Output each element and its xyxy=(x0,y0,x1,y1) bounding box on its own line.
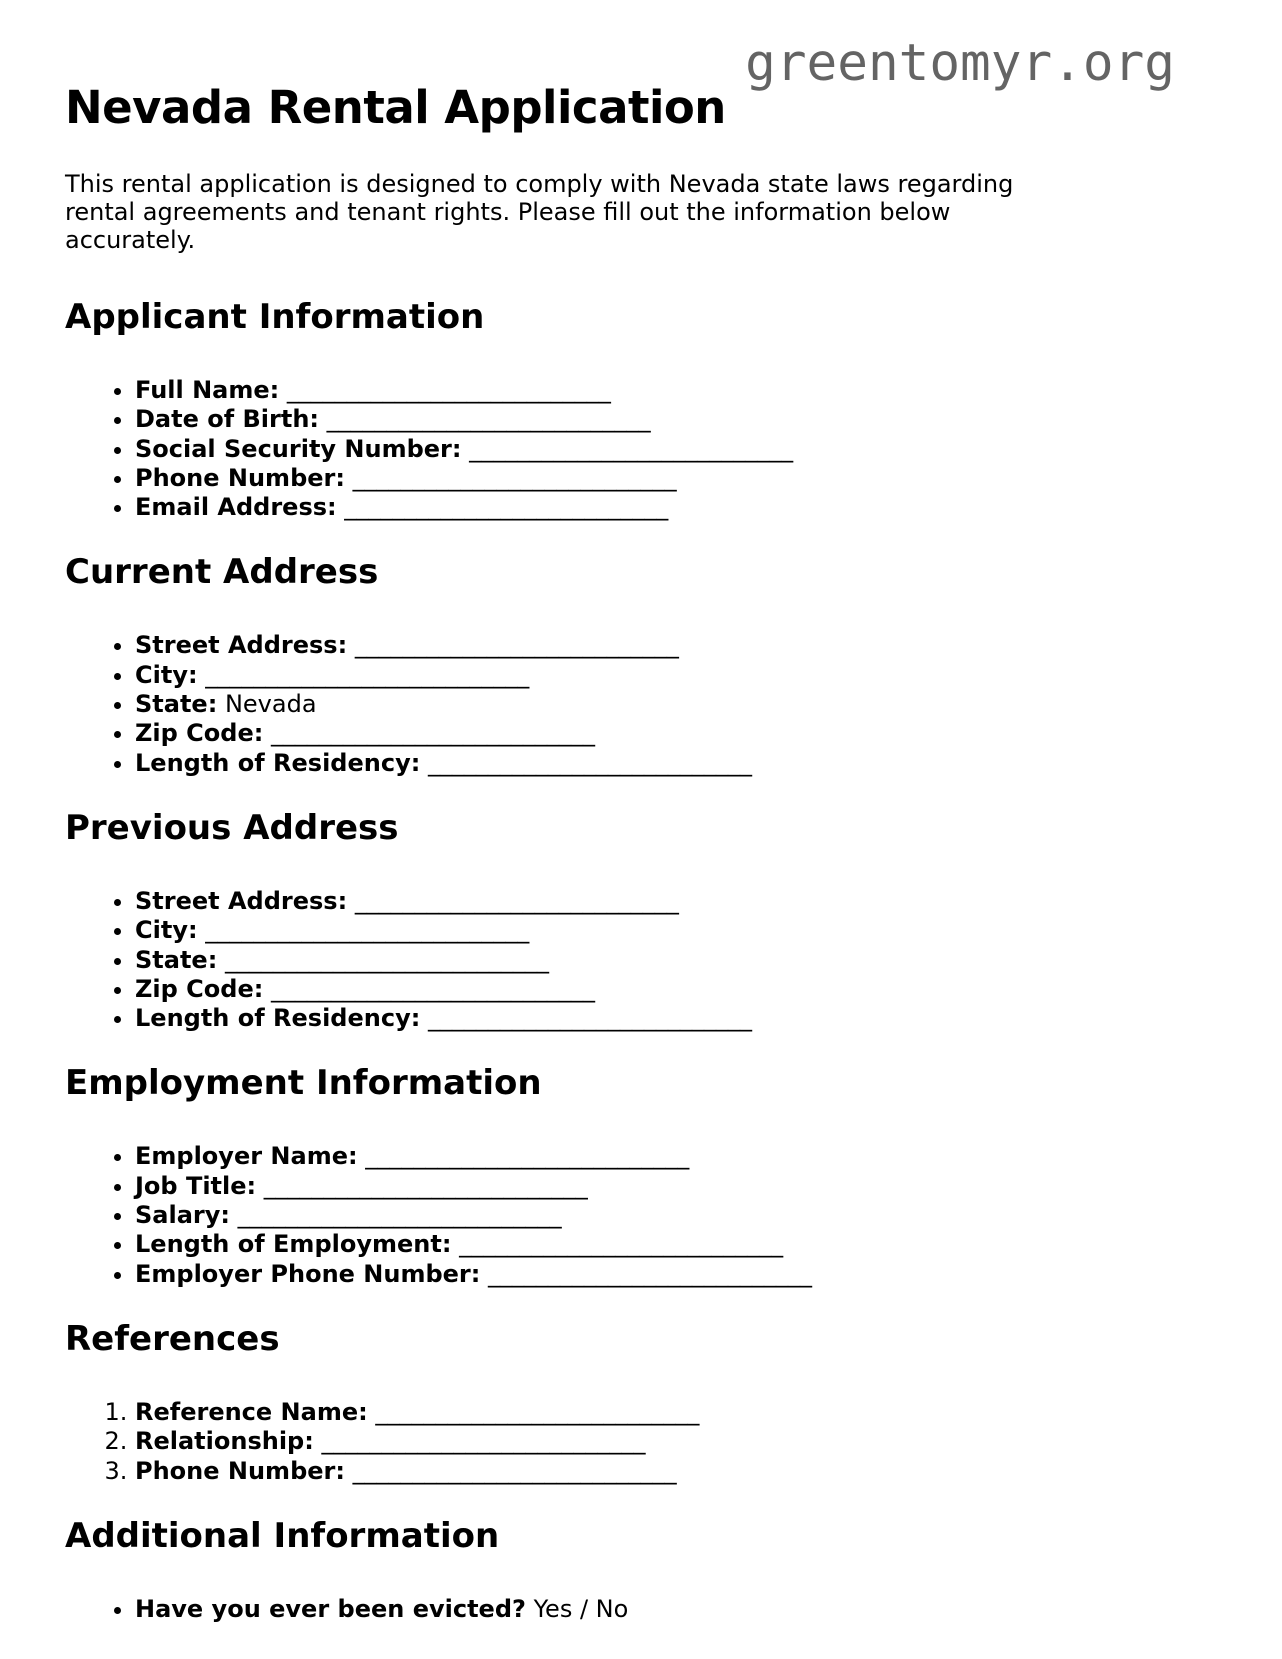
field-label: Length of Residency: xyxy=(135,1004,421,1033)
applicant-field-list xyxy=(65,376,1217,522)
fill-in-line: ___________________________ xyxy=(224,945,549,974)
field-phone-number xyxy=(135,1457,1217,1486)
section-applicant-information xyxy=(65,298,1217,522)
field-street-address xyxy=(135,887,1217,916)
fill-in-line: ___________________________ xyxy=(237,1201,562,1230)
fill-in-line: ___________________________ xyxy=(270,974,595,1003)
field-value-state: Nevada xyxy=(224,690,317,719)
section-title-additional-information: Additional Information xyxy=(65,1515,500,1556)
section-previous-address xyxy=(65,809,1217,1033)
field-label: Job Title: xyxy=(135,1171,257,1200)
field-label: Zip Code: xyxy=(135,974,264,1003)
field-job-title xyxy=(135,1172,1217,1201)
field-label: Employer Phone Number: xyxy=(135,1259,481,1288)
field-email-address xyxy=(135,493,1217,522)
intro-paragraph: This rental application is designed to comply with Nevada state laws regarding rental agreements and tenant rights. Please fill out the information below accurately. xyxy=(65,170,1014,254)
field-label: Relationship: xyxy=(135,1427,314,1456)
field-label: Reference Name: xyxy=(135,1397,368,1426)
field-date-of-birth xyxy=(135,405,1217,434)
field-label: Full Name: xyxy=(135,376,280,404)
field-zip-code xyxy=(135,975,1217,1004)
field-label: Street Address: xyxy=(135,886,348,915)
field-relationship xyxy=(135,1427,1217,1456)
previous-address-field-list xyxy=(65,887,1217,1033)
section-references xyxy=(65,1320,1217,1486)
field-state xyxy=(135,690,1217,719)
fill-in-line: ___________________________ xyxy=(352,463,677,492)
fill-in-line: ___________________________ xyxy=(459,1230,784,1259)
field-employer-phone-number xyxy=(135,1260,1217,1289)
fill-in-line: ___________________________ xyxy=(321,1427,646,1456)
field-label: Length of Residency: xyxy=(135,748,421,777)
field-label: State: xyxy=(135,945,218,974)
field-zip-code xyxy=(135,719,1217,748)
field-phone-number xyxy=(135,464,1217,493)
current-address-field-list xyxy=(65,631,1217,777)
field-salary xyxy=(135,1201,1217,1230)
field-label: Social Security Number: xyxy=(135,434,462,463)
field-state xyxy=(135,946,1217,975)
field-street-address xyxy=(135,631,1217,660)
field-city xyxy=(135,661,1217,690)
field-employer-name xyxy=(135,1142,1217,1171)
field-value-yes-no: Yes / No xyxy=(533,1594,629,1623)
field-label: Length of Employment: xyxy=(135,1230,452,1259)
field-label: Zip Code: xyxy=(135,719,264,748)
fill-in-line: ___________________________ xyxy=(354,886,679,915)
field-label: State: xyxy=(135,690,218,719)
employment-field-list xyxy=(65,1142,1217,1288)
field-full-name xyxy=(135,376,1217,405)
field-label: Date of Birth: xyxy=(135,405,320,434)
fill-in-line: ___________________________ xyxy=(326,405,651,434)
field-label: Street Address: xyxy=(135,631,348,660)
section-title-references: References xyxy=(65,1318,280,1359)
site-watermark: greentomyr.org xyxy=(745,34,1175,93)
field-label: City: xyxy=(135,916,198,945)
references-field-list xyxy=(65,1398,1217,1486)
fill-in-line: ___________________________ xyxy=(352,1456,677,1485)
field-label: Email Address: xyxy=(135,493,337,522)
section-additional-information xyxy=(65,1517,1217,1624)
field-label: City: xyxy=(135,660,198,689)
fill-in-line: ___________________________ xyxy=(488,1259,813,1288)
fill-in-line: ___________________________ xyxy=(263,1171,588,1200)
additional-field-list xyxy=(65,1595,1217,1624)
document-title: Nevada Rental Application xyxy=(65,81,726,134)
field-length-of-employment xyxy=(135,1230,1217,1259)
field-label: Have you ever been evicted? xyxy=(135,1594,526,1623)
field-social-security-number xyxy=(135,435,1217,464)
fill-in-line: ___________________________ xyxy=(427,1004,752,1033)
fill-in-line: ___________________________ xyxy=(344,493,669,522)
section-title-current-address: Current Address xyxy=(65,552,379,593)
field-length-of-residency xyxy=(135,1004,1217,1033)
field-label: Phone Number: xyxy=(135,463,345,492)
field-label: Salary: xyxy=(135,1201,230,1230)
fill-in-line: ___________________________ xyxy=(286,376,611,404)
section-title-previous-address: Previous Address xyxy=(65,807,399,848)
fill-in-line: ___________________________ xyxy=(375,1397,700,1426)
section-employment-information xyxy=(65,1064,1217,1288)
field-label: Employer Name: xyxy=(135,1142,358,1171)
field-evicted-question xyxy=(135,1595,1217,1624)
section-current-address xyxy=(65,553,1217,777)
fill-in-line: ___________________________ xyxy=(270,719,595,748)
field-length-of-residency xyxy=(135,749,1217,778)
fill-in-line: ___________________________ xyxy=(427,748,752,777)
fill-in-line: ___________________________ xyxy=(205,916,530,945)
section-title-employment-information: Employment Information xyxy=(65,1063,542,1104)
section-title-applicant-information: Applicant Information xyxy=(65,297,485,337)
field-city xyxy=(135,916,1217,945)
fill-in-line: ___________________________ xyxy=(205,660,530,689)
fill-in-line: ___________________________ xyxy=(365,1142,690,1171)
fill-in-line: ___________________________ xyxy=(354,631,679,660)
field-label: Phone Number: xyxy=(135,1456,345,1485)
fill-in-line: ___________________________ xyxy=(469,434,794,463)
field-reference-name xyxy=(135,1398,1217,1427)
